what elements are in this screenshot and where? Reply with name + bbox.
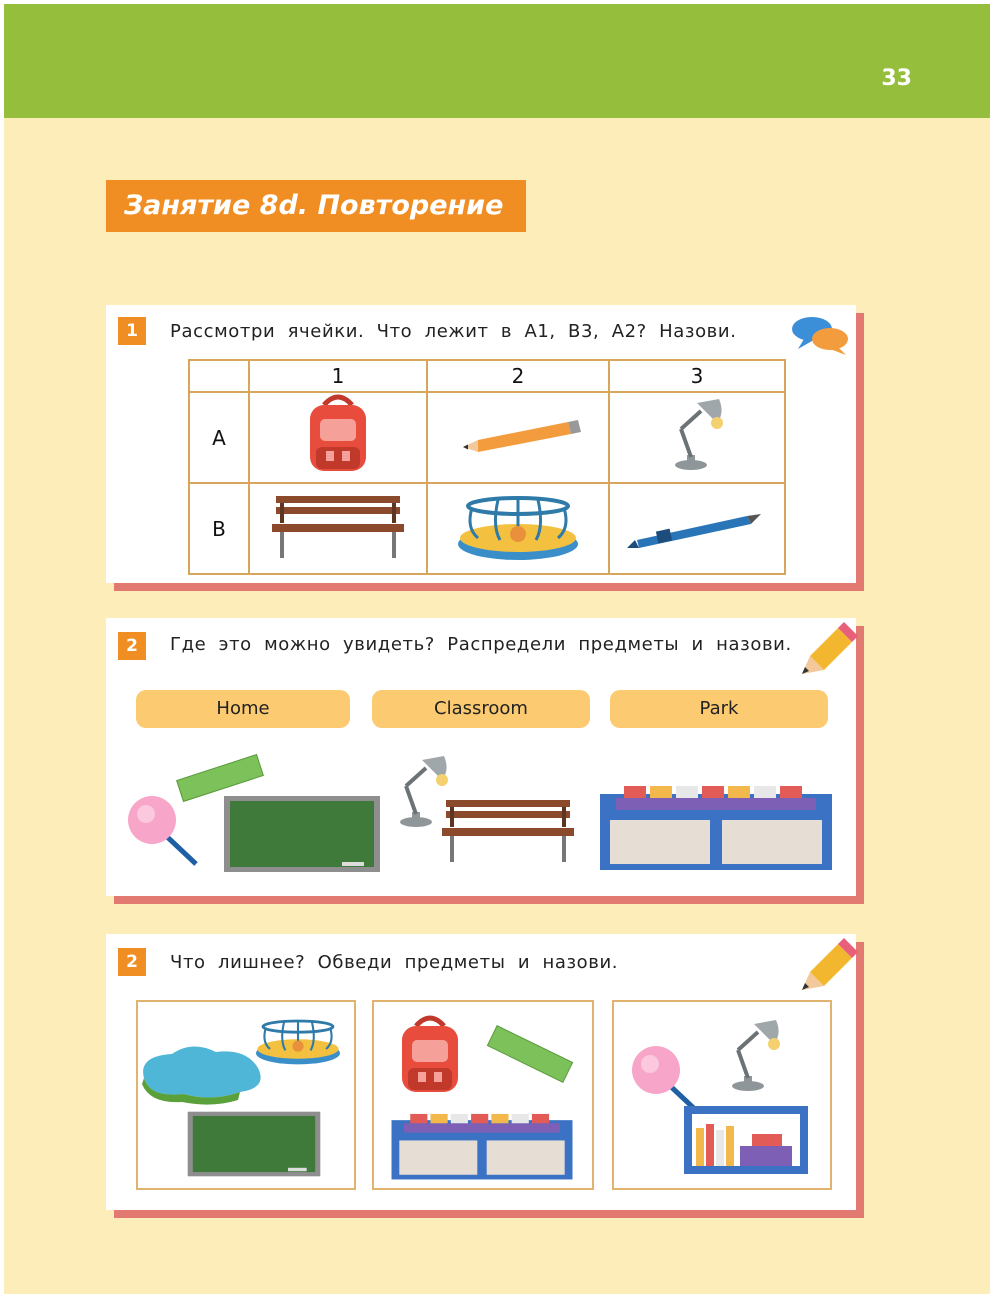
row-header: B (189, 483, 249, 574)
carousel-icon (256, 1021, 340, 1064)
cotton-candy-icon (632, 1046, 700, 1114)
cotton-candy-icon[interactable] (128, 796, 196, 864)
pencil-icon (802, 626, 850, 674)
grid-cell[interactable] (427, 483, 609, 574)
pencil-icon (428, 393, 608, 477)
grid-row (189, 483, 785, 574)
desk-lamp-icon (732, 1020, 780, 1091)
grid-cell[interactable] (427, 392, 609, 483)
exercise-number: 2 (118, 632, 146, 660)
column-header: 1 (249, 360, 427, 392)
exercise-instruction: Где это можно увидеть? Распредели предметы и назови. (170, 634, 792, 655)
speech-bubbles-icon (786, 315, 846, 355)
category-park[interactable]: Park (610, 690, 828, 728)
odd-one-out-group-2[interactable] (372, 1000, 594, 1190)
bench-icon[interactable] (442, 800, 574, 862)
desk-lamp-icon[interactable] (400, 756, 448, 827)
puddle-icon (142, 1046, 261, 1104)
grid-cell[interactable] (249, 483, 427, 574)
exercise-3-card (106, 934, 856, 1210)
category-classroom[interactable]: Classroom (372, 690, 590, 728)
odd-one-out-group-3[interactable] (612, 1000, 832, 1190)
row-header: A (189, 392, 249, 483)
exercise-number: 2 (118, 948, 146, 976)
category-home[interactable]: Home (136, 690, 350, 728)
sofa-icon (392, 1114, 573, 1180)
pencil-icon (802, 942, 850, 990)
grid-cell[interactable] (609, 392, 785, 483)
backpack-icon (402, 1018, 458, 1092)
backpack-icon (250, 393, 426, 477)
column-header: 2 (427, 360, 609, 392)
group-items (614, 1002, 830, 1188)
exercise-number: 1 (118, 317, 146, 345)
ruler-icon[interactable] (177, 755, 264, 802)
odd-one-out-group-1[interactable] (136, 1000, 356, 1190)
grid-corner-cell (189, 360, 249, 392)
bench-icon (250, 484, 426, 568)
column-header: 3 (609, 360, 785, 392)
carousel-icon (428, 484, 608, 568)
exercise-1-card (106, 305, 856, 583)
pen-icon (610, 484, 784, 568)
grid-cell[interactable] (609, 483, 785, 574)
ruler-icon (487, 1026, 572, 1083)
grid-header-row (189, 360, 785, 392)
items-row (106, 744, 856, 894)
cell-grid (188, 359, 786, 575)
group-items (374, 1002, 592, 1188)
sofa-icon[interactable] (600, 786, 832, 870)
grid-cell[interactable] (249, 392, 427, 483)
header-bar (4, 4, 990, 118)
exercise-instruction: Рассмотри ячейки. Что лежит в A1, B3, A2? Назови. (170, 321, 737, 342)
desk-lamp-icon (610, 393, 784, 477)
exercise-instruction: Что лишнее? Обведи предметы и назови. (170, 952, 619, 973)
lesson-title: Занятие 8d. Повторение (106, 180, 526, 232)
chalkboard-icon (188, 1112, 321, 1177)
page-number: 33 (881, 66, 912, 91)
chalkboard-icon[interactable] (224, 796, 380, 872)
group-items (138, 1002, 354, 1188)
grid-row (189, 392, 785, 483)
exercise-2-card (106, 618, 856, 896)
bookshelf-icon (684, 1106, 808, 1174)
